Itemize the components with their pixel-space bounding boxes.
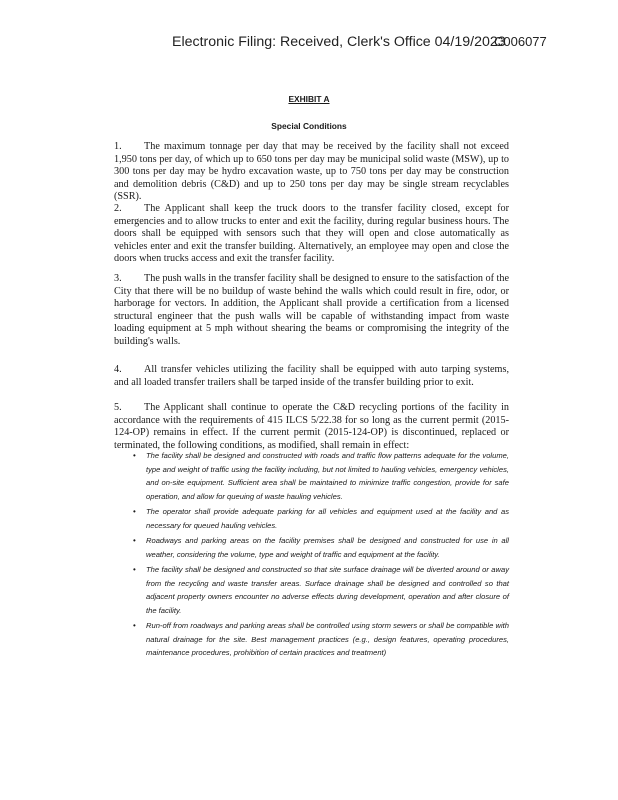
- bullet-text: The operator shall provide adequate parking for all vehicles and equipment used at the facility and as necessary for queued hauling vehicles.: [146, 507, 509, 530]
- section-title: Special Conditions: [271, 121, 347, 131]
- paragraph-number: 1.: [114, 141, 122, 152]
- bullet-icon: •: [133, 451, 136, 460]
- bullet-icon: •: [133, 565, 136, 574]
- bullet-text: Run-off from roadways and parking areas shall be controlled using storm sewers or shall be compatible with natural drainage for the site. Best management practices (e.g., design features, operating procedures, maintenance procedures, prohibition of certain practices and treatment): [146, 621, 509, 657]
- condition-paragraph-5: [114, 402, 509, 452]
- condition-paragraph-2: [114, 203, 509, 266]
- paragraph-text: The maximum tonnage per day that may be received by the facility shall not exceed 1,950 tons per day, of which up to 650 tons per day may be municipal solid waste (MSW), up to 300 tons per day may be hydro excavation waste, up to 750 tons per day may be construction and demolition debris (C&D) and up to 250 tons per day may be single stream recyclables (SSR).: [114, 141, 509, 203]
- document-code: C006077: [494, 34, 547, 49]
- paragraph-text: The Applicant shall keep the truck doors to the transfer facility closed, except for emergencies and to allow trucks to enter and exit the facility, during regular business hours. The doors shall be equipped with sensors such that they will open and close automatically as vehicles enter and exit the transfer building. Alternatively, an employee may open and close the doors when trucks access and exit the transfer facility.: [114, 203, 509, 265]
- condition-paragraph-3: [114, 273, 509, 349]
- paragraph-number: 3.: [114, 273, 122, 284]
- paragraph-number: 2.: [114, 203, 122, 214]
- bullet-item: [133, 534, 509, 561]
- bullet-text: The facility shall be designed and constructed so that site surface drainage will be diverted around or away from the recycling and waste transfer areas. Surface drainage shall be designed and controlled so that adjacent property owners encounter no adverse effects during development, operation and after closure of the facility.: [146, 565, 509, 615]
- exhibit-title: EXHIBIT A: [288, 94, 330, 104]
- paragraph-text: The Applicant shall continue to operate the C&D recycling portions of the facility in accordance with the requirements of 415 ILCS 5/22.38 for so long as the current permit (2015-124-OP) remains in effect. If the current permit (2015-124-OP) is discontinued, replaced or terminated, the following conditions, as modified, shall remain in effect:: [114, 402, 509, 451]
- bullet-icon: •: [133, 536, 136, 545]
- paragraph-text: The push walls in the transfer facility shall be designed to ensure to the satisfaction of the City that there will be no buildup of waste behind the walls which could result in fire, odor, or harborage for vectors. In addition, the Applicant shall provide a certification from a licensed structural engineer that the push walls will be capable of withstanding impact from waste loading equipment at 5 mph without shearing the beams or compromising the integrity of the building's walls.: [114, 273, 509, 347]
- bullet-text: The facility shall be designed and constructed with roads and traffic flow patterns adequate for the volume, type and weight of traffic using the facility including, but not limited to hauling vehicles, emergency vehicles, and on-site equipment. Sufficient area shall be maintained to minimize traffic congestion, provide for safe operation, and allow for queuing of waste hauling vehicles.: [146, 451, 509, 501]
- bullet-icon: •: [133, 621, 136, 630]
- bullet-icon: •: [133, 507, 136, 516]
- paragraph-number: 5.: [114, 402, 122, 413]
- condition-paragraph-4: [114, 364, 509, 389]
- bullet-item: [133, 619, 509, 660]
- condition-paragraph-1: [114, 141, 509, 204]
- bullet-item: [133, 505, 509, 532]
- filing-status-text: Electronic Filing: Received, Clerk's Office 04/19/2023: [172, 34, 506, 50]
- paragraph-number: 4.: [114, 364, 122, 375]
- bullet-list: [133, 449, 509, 662]
- bullet-text: Roadways and parking areas on the facility premises shall be designed and constructed for use in all weather, considering the volume, type and weight of traffic and equipment at the facility.: [146, 536, 509, 559]
- bullet-item: [133, 449, 509, 503]
- filing-stamp-header: [172, 34, 592, 50]
- paragraph-text: All transfer vehicles utilizing the facility shall be equipped with auto tarping systems, and all loaded transfer trailers shall be tarped inside of the transfer building prior to exit.: [114, 364, 509, 388]
- bullet-item: [133, 563, 509, 617]
